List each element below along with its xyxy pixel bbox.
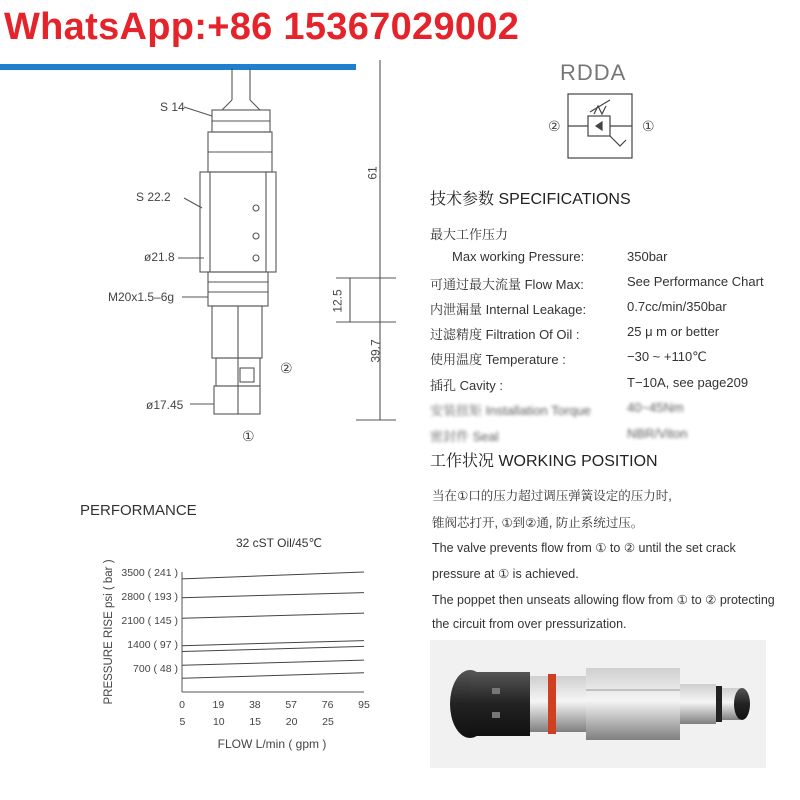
x-axis-label: FLOW L/min ( gpm ) <box>217 737 327 751</box>
spec-label: 内泄漏量 Internal Leakage: <box>430 302 587 317</box>
valve-drawing <box>150 60 410 460</box>
spec-label: 密封件 Seal <box>430 429 499 444</box>
dim-39-7: 39.7 <box>368 339 383 363</box>
performance-subtitle: 32 cST Oil/45℃ <box>236 536 322 550</box>
working-line: the circuit from over pressurization. <box>432 617 627 631</box>
x-tick-label: 38 <box>248 699 261 711</box>
spec-label: 使用温度 Temperature : <box>430 352 566 367</box>
spec-label: 安装扭矩 Installation Torque <box>430 403 591 418</box>
symbol-port-2: ② <box>548 118 561 134</box>
performance-chart <box>96 556 396 756</box>
series-line-3 <box>182 641 364 646</box>
specs-title: 技术参数 SPECIFICATIONS <box>430 191 631 208</box>
working-line: The poppet then unseats allowing flow from ① to ② protecting <box>432 593 775 607</box>
x-tick-label: 0 <box>179 699 185 711</box>
series-line-4 <box>182 646 364 651</box>
x-tick-label-gpm: 25 <box>322 716 334 728</box>
performance-title: PERFORMANCE <box>80 502 197 519</box>
working-line: 锥阀芯打开, ①到②通, 防止系统过压。 <box>432 516 644 530</box>
product-photo <box>430 640 766 768</box>
x-tick-label-gpm: 10 <box>212 716 225 728</box>
dim-s14: S 14 <box>160 100 185 114</box>
specs-group-label: 最大工作压力 <box>430 227 509 242</box>
x-tick-label-gpm: 5 <box>179 716 186 728</box>
x-tick-label-gpm: 15 <box>249 716 262 728</box>
dim-d1745: ø17.45 <box>146 398 184 412</box>
dim-61: 61 <box>365 166 380 180</box>
drawing-port-2: ② <box>280 360 293 376</box>
working-title: 工作状况 WORKING POSITION <box>430 453 658 470</box>
series-line-6 <box>182 673 364 678</box>
x-tick-label: 76 <box>321 699 334 711</box>
whatsapp-contact: WhatsApp:+86 15367029002 <box>4 6 520 48</box>
model-code: RDDA <box>560 60 627 85</box>
spec-value: 350bar <box>627 249 668 264</box>
y-tick-label: 1400 ( 97 ) <box>127 639 178 651</box>
working-line: 当在①口的压力超过调压弹簧设定的压力时, <box>432 489 672 503</box>
x-tick-label-gpm: 20 <box>285 716 298 728</box>
x-tick-label: 19 <box>212 699 225 711</box>
spec-value: 40~45Nm <box>627 400 684 415</box>
series-line-2 <box>182 613 364 618</box>
spec-value: −30 ~ +110℃ <box>627 349 707 364</box>
spec-value: See Performance Chart <box>627 274 764 289</box>
working-line: pressure at ① is achieved. <box>432 567 579 581</box>
y-tick-label: 700 ( 48 ) <box>133 663 178 675</box>
x-tick-label: 95 <box>358 699 370 711</box>
y-axis-label: PRESSURE RISE psi ( bar ) <box>103 559 115 705</box>
spec-label: 可通过最大流量 Flow Max: <box>430 277 584 292</box>
series-line-0 <box>182 572 364 579</box>
drawing-port-1: ① <box>242 428 255 444</box>
valve-symbol <box>566 92 634 160</box>
spec-label: 过滤精度 Filtration Of Oil : <box>430 327 580 342</box>
series-line-5 <box>182 660 364 665</box>
spec-value: T−10A, see page209 <box>627 375 749 390</box>
y-tick-label: 3500 ( 241 ) <box>121 567 178 579</box>
dim-d218: ø21.8 <box>144 250 175 264</box>
dim-s22: S 22.2 <box>136 190 171 204</box>
valve-cartridge-image <box>430 640 766 768</box>
working-line: The valve prevents flow from ① to ② until the set crack <box>432 541 736 555</box>
spec-label: 插孔 Cavity : <box>430 378 503 393</box>
dim-12-5: 12.5 <box>330 289 345 313</box>
y-tick-label: 2100 ( 145 ) <box>121 615 178 627</box>
symbol-port-1: ① <box>642 118 655 134</box>
x-tick-label: 57 <box>285 699 298 711</box>
spec-value: 0.7cc/min/350bar <box>627 299 727 314</box>
dim-thread: M20x1.5–6g <box>108 290 175 304</box>
spec-label: Max working Pressure: <box>452 249 585 264</box>
y-tick-label: 2800 ( 193 ) <box>121 591 178 603</box>
series-line-1 <box>182 593 364 598</box>
spec-value: 25 μ m or better <box>627 324 720 339</box>
spec-value: NBR/Viton <box>627 426 688 441</box>
